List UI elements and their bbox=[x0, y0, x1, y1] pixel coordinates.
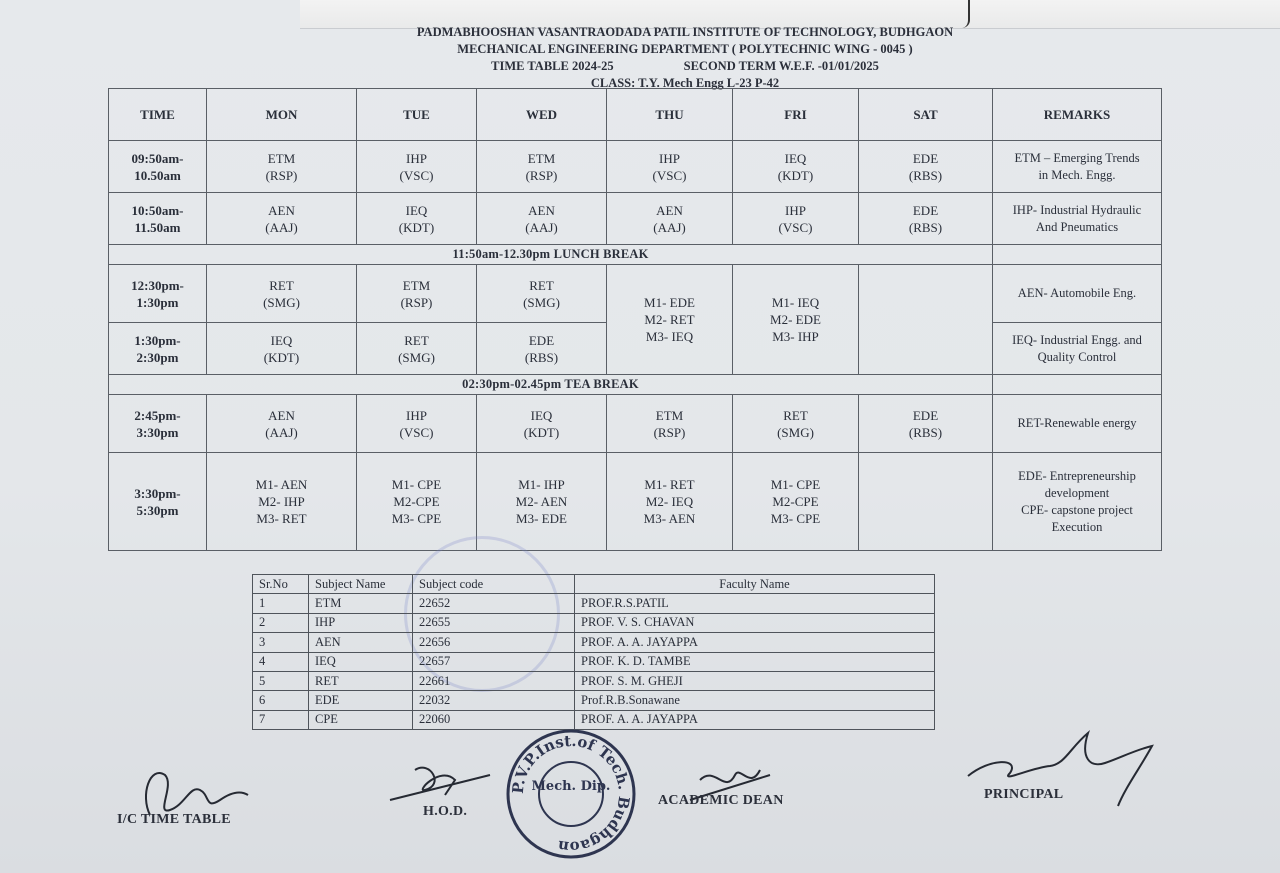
col-tue: TUE bbox=[357, 89, 477, 141]
slot-row bbox=[109, 453, 1162, 551]
lunch-break: 11:50am-12.30pm LUNCH BREAK bbox=[109, 245, 993, 265]
slot-row bbox=[109, 193, 1162, 245]
institute-name: PADMABHOOSHAN VASANTRAODADA PATIL INSTITUTE OF TECHNOLOGY, BUDHGAON bbox=[416, 25, 954, 39]
lecture-cell: EDE (RBS) bbox=[477, 323, 607, 375]
time-cell: 2:45pm- 3:30pm bbox=[109, 395, 207, 453]
lunch-break-row bbox=[109, 245, 1162, 265]
tea-break-row bbox=[109, 375, 1162, 395]
col-faculty-name: Faculty Name bbox=[575, 575, 935, 594]
department-seal-icon bbox=[505, 728, 637, 860]
lecture-cell: EDE (RBS) bbox=[859, 395, 993, 453]
lecture-cell: AEN (AAJ) bbox=[607, 193, 733, 245]
subject-header-row bbox=[253, 575, 935, 594]
lecture-cell: IHP (VSC) bbox=[733, 193, 859, 245]
subject-table bbox=[252, 574, 935, 730]
remark-cell: ETM – Emerging Trends in Mech. Engg. bbox=[993, 141, 1162, 193]
document-header bbox=[300, 24, 1070, 92]
subject-row: 7 CPE 22060 PROF. A. A. JAYAPPA bbox=[253, 710, 935, 729]
seal-center-text: Mech. Dip. bbox=[531, 779, 611, 794]
lecture-cell: ETM (RSP) bbox=[207, 141, 357, 193]
lecture-cell: IHP (VSC) bbox=[607, 141, 733, 193]
practical-batch-cell: M1- CPE M2-CPE M3- CPE bbox=[733, 453, 859, 551]
ic-timetable-label: I/C TIME TABLE bbox=[117, 812, 231, 827]
lecture-cell: IHP (VSC) bbox=[357, 141, 477, 193]
lecture-cell: IEQ (KDT) bbox=[733, 141, 859, 193]
lecture-cell: ETM (RSP) bbox=[477, 141, 607, 193]
term-effective: SECOND TERM W.E.F. -01/01/2025 bbox=[683, 59, 879, 73]
thu-practical-batch: M1- EDE M2- RET M3- IEQ bbox=[607, 265, 733, 375]
class-line: CLASS: T.Y. Mech Engg L-23 P-42 bbox=[590, 76, 780, 90]
term-line bbox=[300, 58, 1070, 75]
time-cell: 12:30pm- 1:30pm bbox=[109, 265, 207, 323]
col-subject-code: Subject code bbox=[413, 575, 575, 594]
subject-row: 3 AEN 22656 PROF. A. A. JAYAPPA bbox=[253, 633, 935, 652]
col-subject-name: Subject Name bbox=[309, 575, 413, 594]
remark-cell: IHP- Industrial Hydraulic And Pneumatics bbox=[993, 193, 1162, 245]
principal-label: PRINCIPAL bbox=[984, 787, 1064, 802]
subject-row: 5 RET 22661 PROF. S. M. GHEJI bbox=[253, 671, 935, 690]
remark-cell bbox=[993, 375, 1162, 395]
academic-dean-label: ACADEMIC DEAN bbox=[658, 793, 784, 808]
remark-cell: AEN- Automobile Eng. bbox=[993, 265, 1162, 323]
time-cell: 09:50am- 10.50am bbox=[109, 141, 207, 193]
col-wed: WED bbox=[477, 89, 607, 141]
practical-batch-cell: M1- IHP M2- AEN M3- EDE bbox=[477, 453, 607, 551]
subject-row: 4 IEQ 22657 PROF. K. D. TAMBE bbox=[253, 652, 935, 671]
practical-batch-cell: M1- RET M2- IEQ M3- AEN bbox=[607, 453, 733, 551]
practical-batch-cell: M1- AEN M2- IHP M3- RET bbox=[207, 453, 357, 551]
department-name: MECHANICAL ENGINEERING DEPARTMENT ( POLYTECHNIC WING - 0045 ) bbox=[457, 42, 913, 56]
col-fri: FRI bbox=[733, 89, 859, 141]
slot-row bbox=[109, 395, 1162, 453]
sat-empty-cell bbox=[859, 453, 993, 551]
lecture-cell: AEN (AAJ) bbox=[207, 193, 357, 245]
time-cell: 10:50am- 11.50am bbox=[109, 193, 207, 245]
col-time: TIME bbox=[109, 89, 207, 141]
header-row bbox=[109, 89, 1162, 141]
svg-text:P.V.P.Inst.of Tech. Budhgaon: P.V.P.Inst.of Tech. Budhgaon bbox=[508, 731, 634, 857]
lecture-cell: ETM (RSP) bbox=[357, 265, 477, 323]
col-sat: SAT bbox=[859, 89, 993, 141]
lecture-cell: RET (SMG) bbox=[477, 265, 607, 323]
lecture-cell: IHP (VSC) bbox=[357, 395, 477, 453]
col-mon: MON bbox=[207, 89, 357, 141]
remark-cell: IEQ- Industrial Engg. and Quality Control bbox=[993, 323, 1162, 375]
time-cell: 3:30pm- 5:30pm bbox=[109, 453, 207, 551]
tea-break: 02:30pm-02.45pm TEA BREAK bbox=[109, 375, 993, 395]
slot-row bbox=[109, 265, 1162, 323]
col-remarks: REMARKS bbox=[993, 89, 1162, 141]
lecture-cell: AEN (AAJ) bbox=[207, 395, 357, 453]
slot-row bbox=[109, 141, 1162, 193]
lecture-cell: IEQ (KDT) bbox=[357, 193, 477, 245]
lecture-cell: IEQ (KDT) bbox=[477, 395, 607, 453]
practical-batch-cell: M1- CPE M2-CPE M3- CPE bbox=[357, 453, 477, 551]
col-thu: THU bbox=[607, 89, 733, 141]
lecture-cell: AEN (AAJ) bbox=[477, 193, 607, 245]
lecture-cell: EDE (RBS) bbox=[859, 193, 993, 245]
fri-practical-batch: M1- IEQ M2- EDE M3- IHP bbox=[733, 265, 859, 375]
subject-row: 6 EDE 22032 Prof.R.B.Sonawane bbox=[253, 691, 935, 710]
subject-row: 1 ETM 22652 PROF.R.S.PATIL bbox=[253, 594, 935, 613]
timetable-year: TIME TABLE 2024-25 bbox=[491, 59, 614, 73]
lecture-cell: RET (SMG) bbox=[207, 265, 357, 323]
col-srno: Sr.No bbox=[253, 575, 309, 594]
lecture-cell: RET (SMG) bbox=[733, 395, 859, 453]
hod-label: H.O.D. bbox=[423, 804, 468, 819]
time-cell: 1:30pm- 2:30pm bbox=[109, 323, 207, 375]
subject-row: 2 IHP 22655 PROF. V. S. CHAVAN bbox=[253, 613, 935, 632]
lecture-cell: RET (SMG) bbox=[357, 323, 477, 375]
lecture-cell: ETM (RSP) bbox=[607, 395, 733, 453]
remark-cell: RET-Renewable energy bbox=[993, 395, 1162, 453]
hod-signature-scribble bbox=[385, 755, 505, 805]
remark-cell: EDE- Entrepreneurship development CPE- capstone project Execution bbox=[993, 453, 1162, 551]
lecture-cell: EDE (RBS) bbox=[859, 141, 993, 193]
lecture-cell: IEQ (KDT) bbox=[207, 323, 357, 375]
remark-cell bbox=[993, 245, 1162, 265]
timetable-grid bbox=[108, 88, 1162, 551]
sat-empty-cell bbox=[859, 265, 993, 375]
